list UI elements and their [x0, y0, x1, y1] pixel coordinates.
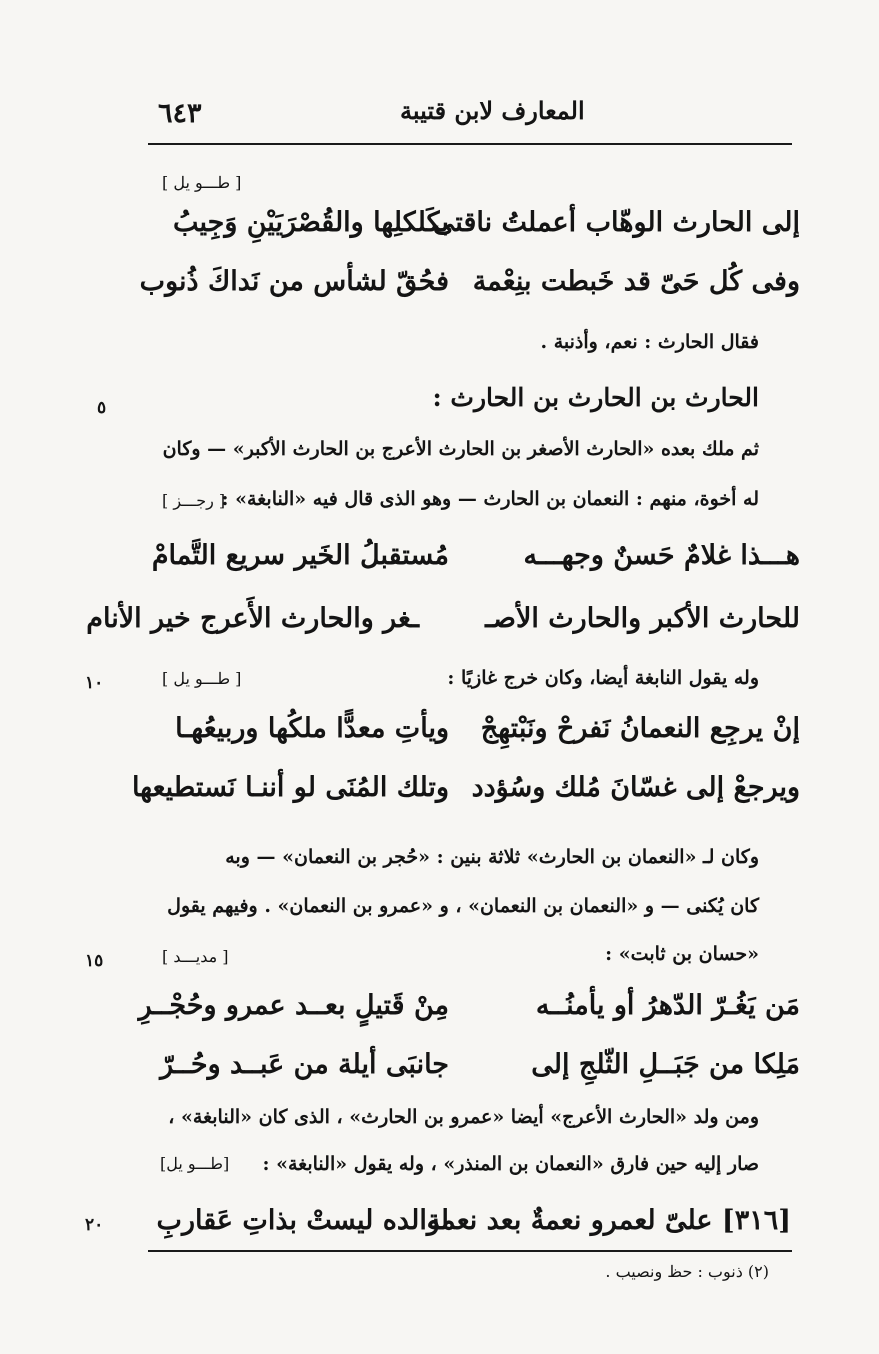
prose-line: كان يُكنى — و «النعمان بن النعمان» ، و «عمرو بن النعمان» . وفيهم يقول: [167, 895, 759, 917]
meter-label: [ طـــو يل ]: [162, 669, 242, 688]
verse-hemistich-left: ـغر والحارث الأَعرج خير الأنام: [86, 603, 419, 634]
verse-hemistich-left: وتلك المُنَى لو أننـا نَستطيعها: [131, 772, 449, 803]
verse-hemistich-left: فحُقّ لشأس من نَداكَ ذُنوب: [139, 266, 449, 297]
prose-line: صار إليه حين فارق «النعمان بن المنذر» ، وله يقول «النابغة» :: [262, 1153, 759, 1175]
line-number: ١٠: [85, 673, 104, 693]
line-number: ٥: [97, 398, 107, 418]
verse-hemistich-left: لوالده ليستْ بذاتِ عَقاربِ: [156, 1205, 449, 1236]
verse-hemistich-right: مَن يَغُـرّ الدّهرُ أو يأمنُــه: [535, 990, 800, 1021]
header-rule: [148, 143, 792, 145]
meter-label: [ مديـــد ]: [162, 947, 229, 966]
footnote-rule: [148, 1250, 792, 1252]
footnote: (٢) ذنوب : حظ ونصيب .: [605, 1262, 769, 1281]
verse-hemistich-left: ويأتِ معدًّا ملكُها وربيعُهـا: [175, 713, 449, 744]
verse-hemistich-left: مُستقبلُ الخَير سريع التَّمامْ: [151, 540, 449, 571]
verse-hemistich-right: إنْ يرجِع النعمانُ نَفرحْ ونَبْتهِجْ: [480, 713, 800, 744]
meter-label: [ طـــو يل ]: [162, 173, 242, 192]
running-title: المعارف لابن قتيبة: [400, 96, 585, 125]
prose-line: «حسان بن ثابت» :: [605, 943, 759, 965]
meter-label: [ رجـــز ]: [162, 491, 226, 510]
prose-line: ومن ولد «الحارث الأعرج» أيضا «عمرو بن الحارث» ، الذى كان «النابغة» ،: [168, 1106, 759, 1128]
prose-line: ثم ملك بعده «الحارث الأصغر بن الحارث الأعرج بن الحارث الأكبر» — وكان: [162, 438, 759, 460]
line-number: ٢٠: [85, 1215, 104, 1235]
verse-hemistich-right: ويرجعْ إلى غسّانَ مُلك وسُؤدد: [471, 772, 800, 803]
line-number: ١٥: [85, 951, 104, 971]
verse-hemistich-right: [٣١٦] علىّ لعمرو نعمةٌ بعد نعمة: [426, 1205, 791, 1236]
verse-hemistich-left: مِنْ قَتيلٍ بعــد عمرو وحُجْــرِ: [138, 990, 449, 1021]
page-number: ٦٤٣: [158, 98, 202, 129]
verse-hemistich-left: بكَلكلِها والقُصْرَيَيْنِ وَجِيبُ: [172, 207, 449, 238]
section-heading: الحارث بن الحارث بن الحارث :: [432, 383, 759, 412]
verse-hemistich-right: هـــذا غلامٌ حَسنٌ وجهـــه: [523, 540, 800, 571]
verse-hemistich-right: إلى الحارث الوهّاب أعملتُ ناقتى: [432, 207, 800, 238]
prose-line: له أخوة، منهم : النعمان بن الحارث — وهو الذى قال فيه «النابغة» :: [221, 488, 759, 510]
prose-line: وكان لـ «النعمان بن الحارث» ثلاثة بنين : «حُجر بن النعمان» — وبه: [225, 846, 759, 868]
prose-line: فقال الحارث : نعم، وأذنبة .: [540, 331, 759, 353]
meter-label: [طـــو يل]: [160, 1154, 230, 1173]
verse-hemistich-left: جانبَى أيلة من عَبــد وحُــرّ: [160, 1049, 449, 1080]
verse-hemistich-right: مَلِكا من جَبَــلِ الثّلجِ إلى: [531, 1049, 800, 1080]
prose-line: وله يقول النابغة أيضا، وكان خرج غازيًا :: [447, 667, 759, 689]
verse-hemistich-right: للحارث الأكبر والحارث الأصـ: [485, 603, 800, 634]
verse-hemistich-right: وفى كُل حَىّ قد خَبطت بنِعْمة: [472, 266, 800, 297]
